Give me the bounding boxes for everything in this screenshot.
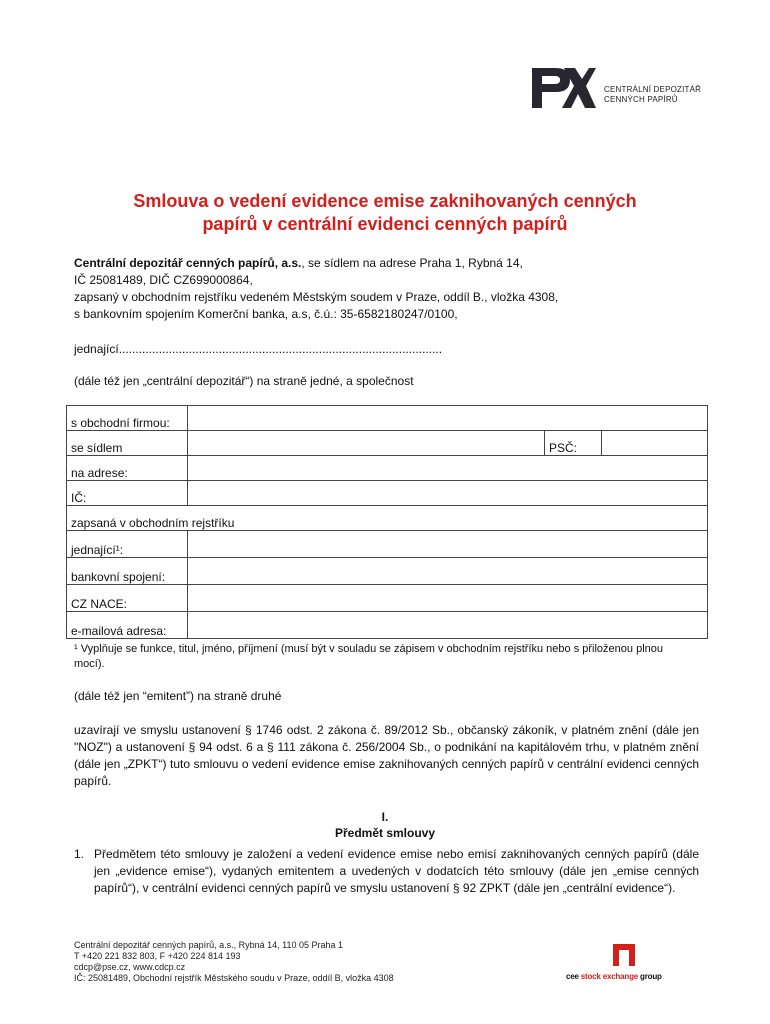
- footer-line1: Centrální depozitář cenných papírů, a.s., Rybná 14, 110 05 Praha 1: [74, 940, 344, 950]
- logo-text: [604, 85, 701, 105]
- nace-label: CZ NACE:: [67, 585, 188, 612]
- preamble: uzavírají ve smyslu ustanovení § 1746 odst. 2 zákona č. 89/2012 Sb., občanský zákoník, v platném znění (dále jen "NOZ") a ustanovení § 94 odst. 6 a § 111 zákona č. 256/2004 Sb., o podnikání na kapitálovém trhu, v platném znění (dále jen „ZPKT“) tuto smlouvu o vedení evidence emise zaknihovaných cenných papírů v centrální evidenci cenných papírů.: [74, 723, 699, 788]
- nace-field[interactable]: [188, 585, 708, 612]
- zip-label: PSČ:: [545, 431, 602, 456]
- cee-highlight: stock exchange: [580, 972, 639, 981]
- title-line2: papírů v centrální evidenci cenných papírů: [202, 214, 568, 234]
- email-field[interactable]: [188, 612, 708, 639]
- footnote: ¹ Vyplňuje se funkce, titul, jméno, příjmení (musí být v souladu se zápisem v obchodním rejstříku nebo s přiloženou plnou mocí).: [74, 643, 663, 670]
- section-title: Předmět smlouvy: [334, 826, 436, 840]
- party1-alias: (dále též jen „centrální depozitář“) na straně jedné, a společnost: [74, 374, 414, 388]
- title-line1: Smlouva o vedení evidence emise zaknihovaných cenných: [133, 191, 637, 211]
- cee-group-logo-icon: [613, 944, 635, 966]
- cee-suffix: group: [638, 972, 662, 981]
- party1-bank: s bankovním spojením Komerční banka, a.s, č.ú.: 35-6582180247/0100,: [74, 307, 458, 321]
- clause-1-text: Předmětem této smlouvy je založení a vedení evidence emise nebo emisí zaknihovaných cenných papírů (dále jen „evidence emise“), vydaných emitentem a uvedených v dodatcích této smlouvy (dále jen „emise cenných papírů“), v centrální evidenci cenných papírů ve smyslu ustanovení § 92 ZPKT (dále jen „centrální evidence“).: [94, 847, 699, 895]
- footer-line2: T +420 221 832 803, F +420 224 814 193: [74, 951, 241, 961]
- company-field[interactable]: [188, 406, 708, 431]
- company-label: s obchodní firmou:: [67, 406, 188, 431]
- party1-name-line: [74, 255, 699, 272]
- email-label: e-mailová adresa:: [67, 612, 188, 639]
- address-field[interactable]: [188, 456, 708, 481]
- cee-group-text: [566, 972, 662, 981]
- seat-label: se sídlem: [67, 431, 188, 456]
- section-number: I.: [381, 810, 389, 824]
- party1-register: zapsaný v obchodním rejstříku vedeném Městským soudem v Praze, oddíl B., vložka 4308,: [74, 290, 559, 304]
- id-label: IČ:: [67, 481, 188, 506]
- id-field[interactable]: [188, 481, 708, 506]
- bank-label: bankovní spojení:: [67, 558, 188, 585]
- acting-field[interactable]: [188, 531, 708, 558]
- bank-field[interactable]: [188, 558, 708, 585]
- clause-1-number: 1.: [74, 847, 85, 861]
- section-heading: [0, 809, 770, 841]
- address-label: na adrese:: [67, 456, 188, 481]
- acting-label: jednající¹:: [67, 531, 188, 558]
- footer-contact: [74, 940, 394, 984]
- party1-block: [74, 255, 699, 323]
- cdcp-logo-icon: [530, 66, 596, 110]
- logo-text-line2: CENNÝCH PAPÍRŮ: [604, 95, 678, 104]
- party1-ids: IČ 25081489, DIČ CZ699000864,: [74, 273, 253, 287]
- clause-1: [74, 846, 699, 897]
- seat-field[interactable]: [188, 431, 545, 456]
- emitent-form-table: [66, 405, 708, 639]
- register-label[interactable]: zapsaná v obchodním rejstříku: [67, 506, 708, 531]
- document-title: [60, 190, 710, 236]
- party1-acting[interactable]: jednající.................................................................................................: [74, 342, 443, 356]
- cee-prefix: cee: [566, 972, 581, 981]
- logo-text-line1: CENTRÁLNÍ DEPOZITÁŘ: [604, 85, 702, 94]
- footer-line4: IČ: 25081489, Obchodní rejstřík Městského soudu v Praze, oddíl B, vložka 4308: [74, 973, 394, 983]
- zip-field[interactable]: [602, 431, 708, 456]
- footer-line3[interactable]: cdcp@pse.cz, www.cdcp.cz: [74, 962, 186, 972]
- party1-address: , se sídlem na adrese Praha 1, Rybná 14,: [301, 256, 523, 270]
- party2-alias: (dále též jen “emitent”) na straně druhé: [74, 689, 282, 703]
- party1-name: Centrální depozitář cenných papírů, a.s.: [74, 256, 302, 270]
